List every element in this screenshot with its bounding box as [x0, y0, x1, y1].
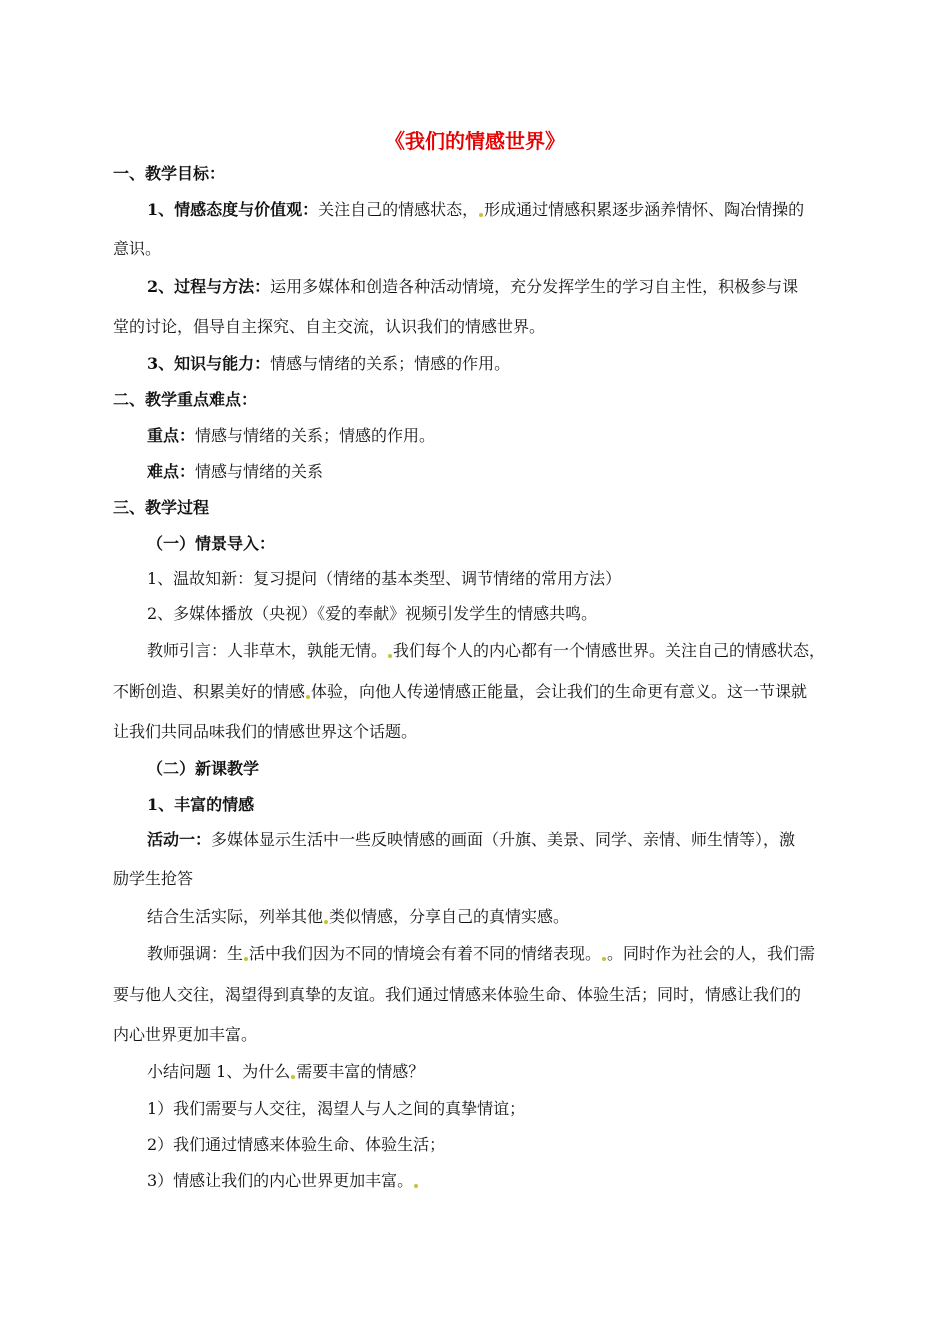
teacher-stress-text-cont: 活中我们因为不同的情境会有着不同的情绪表现。 [249, 944, 602, 963]
goal-3-line [147, 353, 510, 375]
goal-1-label: 1、情感态度与价值观： [147, 200, 319, 219]
topic-heading-rich-emotions: 1、丰富的情感 [147, 795, 255, 814]
key-point-line [147, 425, 435, 447]
section-heading-process: 三、教学过程 [113, 498, 210, 517]
difficulty-text: 情感与情绪的关系 [195, 462, 324, 481]
subsection-heading-new-lesson: （二）新课教学 [147, 759, 260, 778]
marker-dot [388, 654, 392, 658]
goal-2-line-1 [147, 276, 798, 298]
section-heading-objectives: 一、教学目标： [113, 164, 226, 183]
marker-dot [291, 1075, 295, 1079]
combine-text-cont: 类似情感，分享自己的真情实感。 [329, 907, 570, 926]
combine-text: 结合生活实际，列举其他 [147, 907, 324, 926]
key-point-label: 重点： [147, 426, 196, 445]
summary-text-cont: 需要丰富的情感？ [296, 1062, 425, 1081]
answer-1: 1）我们需要与人交往，渴望人与人之间的真挚情谊； [147, 1099, 526, 1118]
activity-1-line-1 [147, 829, 795, 851]
teacher-intro-line-3: 让我们共同品味我们的情感世界这个话题。 [113, 722, 418, 741]
marker-dot [306, 695, 310, 699]
teacher-stress-text-end: 。同时作为社会的人，我们需 [607, 944, 816, 963]
goal-1-line-2: 意识。 [113, 239, 162, 258]
teacher-intro-text: 不断创造、积累美好的情感 [113, 682, 306, 701]
teacher-intro-text-cont: 我们每个人的内心都有一个情感世界。关注自己的情感状态， [393, 641, 826, 660]
marker-dot [479, 213, 483, 217]
key-point-text: 情感与情绪的关系；情感的作用。 [195, 426, 436, 445]
difficulty-label: 难点： [147, 462, 196, 481]
goal-1-text-cont: 形成通过情感积累逐步涵养情怀、陶冶情操的 [484, 200, 805, 219]
marker-dot [414, 1184, 418, 1188]
summary-question [147, 1061, 424, 1083]
intro-item-2: 2、多媒体播放（央视）《爱的奉献》视频引发学生的情感共鸣。 [147, 604, 598, 623]
subsection-heading-intro: （一）情景导入： [147, 534, 276, 553]
summary-text: 小结问题 1、为什么 [147, 1062, 291, 1081]
teacher-intro-line-1 [147, 640, 825, 662]
marker-dot [244, 957, 248, 961]
combine-line [147, 906, 569, 928]
goal-3-text: 情感与情绪的关系；情感的作用。 [270, 354, 511, 373]
activity-1-line-2: 励学生抢答 [113, 869, 194, 888]
teacher-intro-text-cont: 体验，向他人传递情感正能量，会让我们的生命更有意义。这一节课就 [311, 682, 808, 701]
activity-1-label: 活动一： [147, 830, 212, 849]
intro-item-1: 1、温故知新：复习提问（情绪的基本类型、调节情绪的常用方法） [147, 569, 622, 588]
section-heading-keypoints: 二、教学重点难点： [113, 390, 258, 409]
goal-1-text: 关注自己的情感状态， [318, 200, 479, 219]
teacher-stress-line-1 [147, 943, 815, 965]
goal-2-label: 2、过程与方法： [147, 277, 271, 296]
answer-3-line [147, 1170, 419, 1192]
marker-dot [324, 920, 328, 924]
activity-1-text: 多媒体显示生活中一些反映情感的画面（升旗、美景、同学、亲情、师生情等），激 [211, 830, 796, 849]
teacher-stress-line-3: 内心世界更加丰富。 [113, 1025, 258, 1044]
answer-2: 2）我们通过情感来体验生命、体验生活； [147, 1135, 446, 1154]
answer-3: 3）情感让我们的内心世界更加丰富。 [147, 1171, 414, 1190]
teacher-stress-line-2: 要与他人交往，渴望得到真挚的友谊。我们通过情感来体验生命、体验生活；同时，情感让我们的 [113, 985, 802, 1004]
goal-1-line-1 [147, 199, 804, 221]
marker-dot [602, 957, 606, 961]
difficulty-line [147, 461, 323, 483]
goal-2-text: 运用多媒体和创造各种活动情境，充分发挥学生的学习自主性，积极参与课 [270, 277, 799, 296]
goal-3-label: 3、知识与能力： [147, 354, 271, 373]
teacher-intro-line-2 [113, 681, 807, 703]
goal-2-line-2: 堂的讨论，倡导自主探究、自主交流，认识我们的情感世界。 [113, 317, 546, 336]
teacher-intro-text: 教师引言：人非草木，孰能无情。 [147, 641, 388, 660]
document-title: 《我们的情感世界》 [385, 129, 565, 153]
teacher-stress-text: 教师强调：生 [147, 944, 244, 963]
